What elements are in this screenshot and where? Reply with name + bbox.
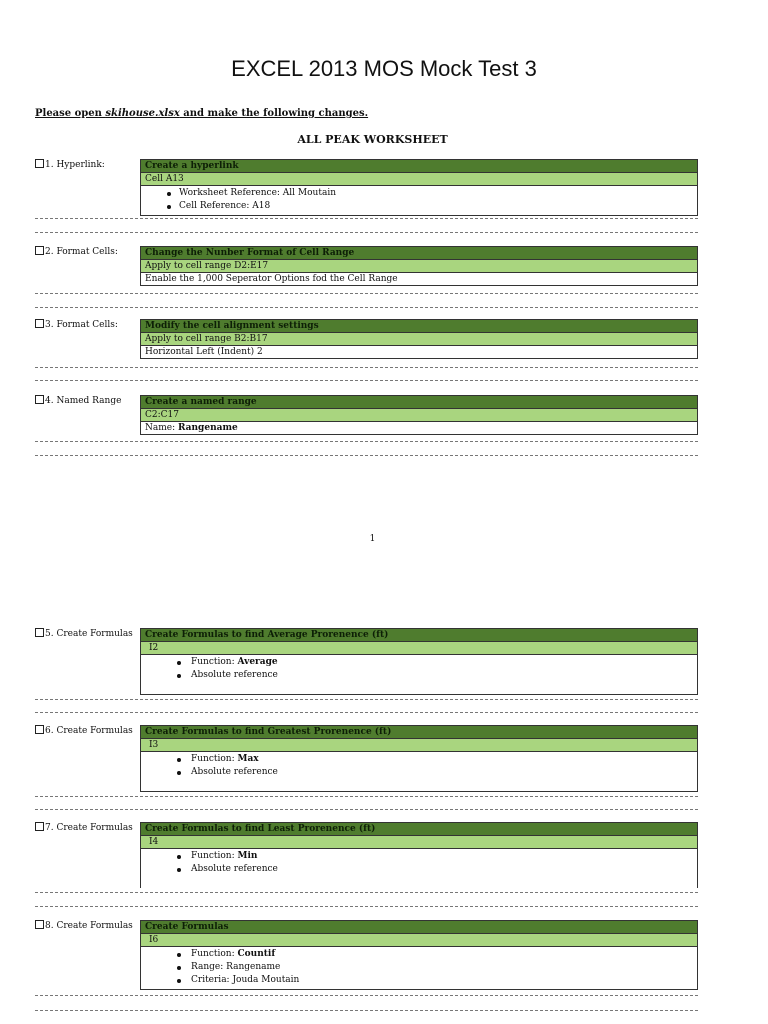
checkbox-icon[interactable] [35, 920, 44, 929]
bullet-item: Criteria: Jouda Moutain [141, 974, 697, 987]
bullet-icon [177, 758, 181, 762]
separator-line [35, 809, 698, 810]
task-header: Create Formulas to find Least Prorenence (ft) [141, 823, 697, 836]
checkbox-icon[interactable] [35, 159, 44, 168]
task-label: 6. Create Formulas [35, 725, 140, 736]
task-detail: Horizontal Left (Indent) 2 [145, 347, 263, 357]
task-cell: I2 [141, 642, 697, 655]
separator-line [35, 293, 698, 294]
bullet-icon [177, 979, 181, 983]
task-label: 5. Create Formulas [35, 628, 140, 639]
intro-filename: skihouse.xlsx [105, 108, 180, 119]
bullet-icon [177, 661, 181, 665]
bullet-list [141, 947, 697, 989]
bullet-icon [167, 192, 171, 196]
separator-line [35, 380, 698, 381]
checkbox-icon[interactable] [35, 628, 44, 637]
separator-line [35, 699, 698, 700]
task-table [140, 395, 698, 435]
separator-line [35, 796, 698, 797]
task-cell: C2:C17 [141, 409, 697, 422]
bullet-item: Worksheet Reference: All Moutain [141, 187, 697, 200]
task-cell: Apply to cell range B2:B17 [141, 333, 697, 346]
bullet-list [141, 655, 697, 694]
task-cell: I3 [141, 739, 697, 752]
task-header: Create a named range [141, 396, 697, 409]
task-header: Create Formulas to find Average Prorenence (ft) [141, 629, 697, 642]
separator-line [35, 307, 698, 308]
intro-prefix: Please open [35, 108, 106, 119]
checkbox-icon[interactable] [35, 725, 44, 734]
bullet-icon [177, 868, 181, 872]
task-cell: I6 [141, 934, 697, 947]
intro-instruction [35, 108, 368, 119]
separator-line [35, 712, 698, 713]
task-cell: I4 [141, 836, 697, 849]
task-label: 2. Format Cells: [35, 246, 140, 257]
task-table [140, 246, 698, 286]
section-heading: ALL PEAK WORKSHEET [297, 133, 448, 146]
checkbox-icon[interactable] [35, 822, 44, 831]
bullet-icon [177, 771, 181, 775]
separator-line [35, 455, 698, 456]
bullet-item: Cell Reference: A18 [141, 200, 697, 213]
task-table [140, 725, 698, 792]
task-table [140, 822, 698, 888]
checkbox-icon[interactable] [35, 246, 44, 255]
bullet-icon [177, 966, 181, 970]
bullet-item: Function: Average [141, 656, 697, 669]
bullet-icon [177, 953, 181, 957]
separator-line [35, 1010, 698, 1011]
bullet-list [141, 849, 697, 888]
task-label: 8. Create Formulas [35, 920, 140, 931]
bullet-list [141, 186, 697, 215]
bullet-item: Absolute reference [141, 863, 697, 876]
task-detail: Enable the 1,000 Seperator Options fod the Cell Range [145, 274, 398, 284]
task-label: 3. Format Cells: [35, 319, 140, 330]
bullet-item: Function: Min [141, 850, 697, 863]
bullet-icon [177, 674, 181, 678]
bullet-item: Function: Max [141, 753, 697, 766]
checkbox-icon[interactable] [35, 395, 44, 404]
task-header: Create a hyperlink [141, 160, 697, 173]
task-header: Create Formulas [141, 921, 697, 934]
task-label: 1. Hyperlink: [35, 159, 140, 170]
task-label: 4. Named Range [35, 395, 140, 406]
task-table [140, 159, 698, 216]
intro-suffix: and make the following changes. [179, 108, 369, 119]
task-table [140, 920, 698, 990]
bullet-item: Function: Countif [141, 948, 697, 961]
separator-line [35, 367, 698, 368]
bullet-icon [167, 205, 171, 209]
document-title: EXCEL 2013 MOS Mock Test 3 [231, 56, 537, 81]
task-header: Create Formulas to find Greatest Prorenence (ft) [141, 726, 697, 739]
separator-line [35, 218, 698, 219]
separator-line [35, 906, 698, 907]
task-detail: Name: Rangename [145, 423, 238, 433]
task-table [140, 628, 698, 695]
bullet-item: Range: Rangename [141, 961, 697, 974]
separator-line [35, 232, 698, 233]
bullet-item: Absolute reference [141, 766, 697, 779]
task-header: Change the Nunber Format of Cell Range [141, 247, 697, 260]
separator-line [35, 892, 698, 893]
separator-line [35, 441, 698, 442]
bullet-icon [177, 855, 181, 859]
task-cell: Cell A13 [141, 173, 697, 186]
bullet-item: Absolute reference [141, 669, 697, 682]
task-table [140, 319, 698, 359]
separator-line [35, 995, 698, 996]
checkbox-icon[interactable] [35, 319, 44, 328]
page-number: 1 [369, 534, 376, 544]
task-cell: Apply to cell range D2:E17 [141, 260, 697, 273]
task-header: Modify the cell alignment settings [141, 320, 697, 333]
bullet-list [141, 752, 697, 791]
task-label: 7. Create Formulas [35, 822, 140, 833]
